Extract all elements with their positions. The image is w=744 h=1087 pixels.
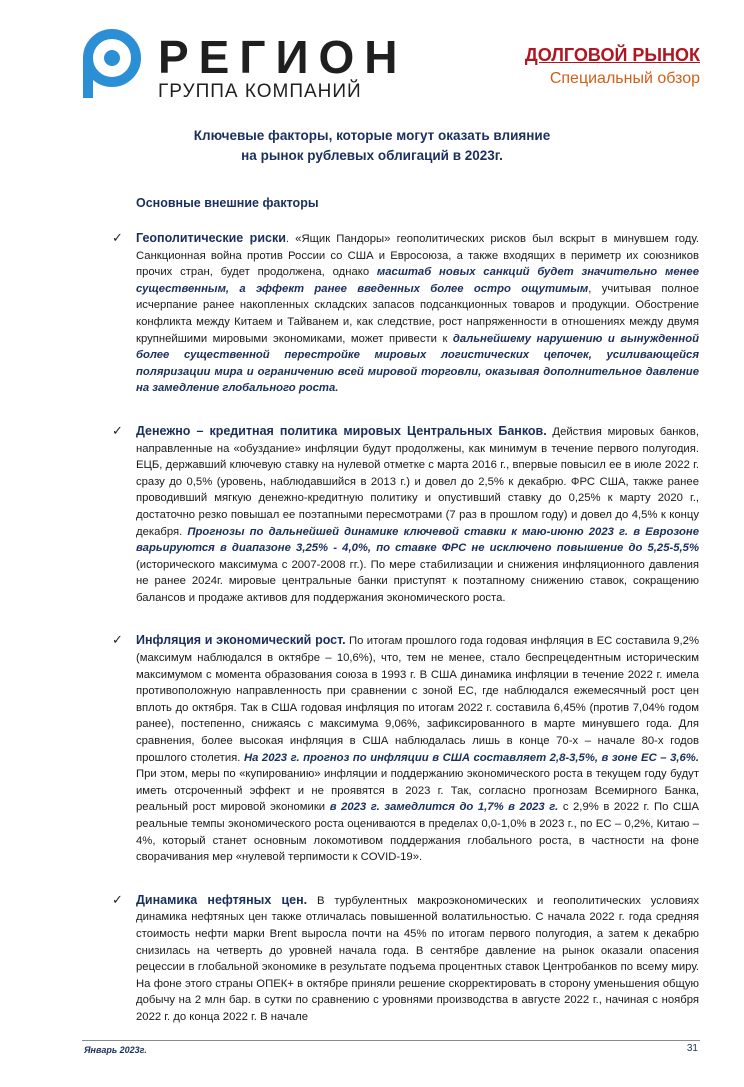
paragraph-lead: Инфляция и экономический рост. (136, 633, 346, 648)
paragraph-lead: Геополитические риски (136, 231, 286, 245)
logo-name: РЕГИОН (158, 31, 408, 83)
region-logo-icon (80, 28, 144, 100)
report-subtitle: Специальный обзор (549, 69, 700, 87)
paragraph-geopolitics (112, 230, 700, 397)
paragraph-text: Действия мировых банков, направленные на «обуздание» инфляции будут продолжены, как минимум в течение первого полугодия. ЕЦБ, державший ключевую ставку на нулевой отметке с марта 2016 г., впервые повысил ее в июле 2022 г. сразу до 0,5% (уровень, наблюдавшийся в 2013 г.) и довел до 2,5% к декабрю. ФРС США, также ранее проводивший мягкую денежно-кредитную политику и опустивший ставку до 0,25% к марту 2020 г., достаточно резко повышал ее поэтапными пересмотрами (7 раз в прошлом году) и довел до 4,5% к концу декабря. (136, 425, 699, 538)
document-title (0, 126, 744, 166)
paragraph-highlight: На 2023 г. прогноз по инфляции в США составляет 2,8-3,5%, в зоне ЕС – 3,6%. (243, 751, 699, 764)
content-body (112, 230, 700, 1026)
paragraph-highlight: Прогнозы по дальнейшей динамике ключевой ставки к маю-июню 2023 г. в Еврозоне варьируются в диапазоне 3,25% - 4,0%, по ставке ФРС не исключено повышение до 5,25-5,5% (136, 525, 700, 555)
page-number: 31 (686, 1043, 698, 1054)
paragraph-lead: Динамика нефтяных цен. (136, 892, 308, 907)
report-header (525, 46, 700, 87)
paragraph-text: (исторического максимума с 2007-2008 гг.). По мере стабилизации и снижения инфляционного давления не ранее 2024г. мировые центральные банки приступят к поэтапному снижению ставок, сокращению балансов и продаже активов для поддержания экономического роста. (136, 558, 699, 604)
checkmark-icon: ✓ (112, 632, 123, 648)
paragraph-text: В турбулентных макроэкономических и геополитических условиях динамика нефтяных цен также отличалась повышенной волатильностью. С начала 2022 г. года средняя стоимость нефти марки Brent выросла почти на 45% по итогам первого полугодия, а затем к декабрю снизилась на четверть до уровней начала года. В сентябре давление на рынок оказали опасения рецессии в глобальной экономике в результате подъема процентных ставок Центробанков по всему миру. На фоне этого страны ОПЕК+ в октябре приняли решение скорректировать в сторону уменьшения общую добычу на 2 млн бар. в сутки по сравнению с уровнями производства в августе 2022 г., начиная с ноября 2022 г. до конца 2022 г. В начале (136, 894, 699, 1023)
paragraph-highlight: масштаб новых санкций будет значительно менее существенным, а эффект ранее введенных более остро ощутимым (136, 266, 699, 295)
company-logo (80, 28, 408, 108)
paragraph-highlight: в 2023 г. замедлится до 1,7% в 2023 г. (329, 801, 559, 814)
paragraph-highlight: дальнейшему нарушению и вынужденной более существенной перестройке мировых логистических цепочек, усиливающейся поляризации мира и ограничению всей мировой торговли, оказывая дополнительное давление на замедление глобального роста. (136, 332, 699, 395)
paragraph-text: . «Ящик Пандоры» геополитических рисков был вскрыт в минувшем году. Санкционная война против России со США и Евросоюза, а также входящих в периметр их союзников прочих стран, будет продолжена, однако (136, 233, 700, 279)
section-heading: Основные внешние факторы (136, 196, 319, 210)
paragraph-oil-prices (112, 891, 699, 1026)
paragraph-monetary-policy (112, 422, 700, 607)
checkmark-icon: ✓ (112, 422, 123, 438)
paragraph-text: При этом, меры по «купированию» инфляции и поддержанию экономического роста в текущем году будут иметь отсроченный эффект и не проявятся в 2023 г. Так, согласно прогнозам Всемирного Банка, реальный рост мировой экономики (136, 768, 699, 814)
document-title-line-1: Ключевые факторы, которые могут оказать влияние (193, 128, 551, 143)
document-title-line-2: на рынок рублевых облигаций в 2023г. (241, 148, 503, 163)
paragraph-text: , учитывая полное исчерпание ранее накопленных складских запасов подсанкционных товаров и продукции. Обострение конфликта между Китаем и Тайванем и, как следствие, рост напряженности в отношениях между двумя крупнейшими мировыми экономиками, может привести к (136, 282, 699, 345)
paragraph-text: По итогам прошлого года годовая инфляция в ЕС составила 9,2% (максимум наблюдался в октябре – 10,6%), что, тем не менее, стало беспрецедентным историческим максимумом с момента образования союза в 1993 г. В США динамика инфляции в течение 2022 г. имела противоположную направленность при сравнении с зоной ЕС, где наблюдался ежемесячный рост цен вплоть до октября. Так в США годовая инфляция по итогам 2022 г. составила 6,45% (против 7,04% годом ранее), постепенно, снижаясь с максимума 9,06%, зафиксированного в марте минувшего года. Для сравнения, более высокая инфляция в США наблюдалась лишь в конце 70-х – начале 80-х годов прошлого столетия. (136, 635, 699, 764)
checkmark-icon: ✓ (112, 230, 123, 245)
paragraph-text: с 2,9% в 2022 г. По США реальные темпы экономического роста оцениваются в пределах 0,0-1,0% в 2023 г., по ЕС – 0,2%, Китаю – 4%, который станет основным локомотивом поддержания глобального роста, в частности на фоне сворачивания мер «нулевой терпимости к COVID-19». (136, 801, 699, 864)
footer-divider (82, 1040, 700, 1041)
report-title: ДОЛГОВОЙ РЫНОК (524, 45, 700, 65)
logo-subtitle: ГРУППА КОМПАНИЙ (158, 81, 362, 102)
footer-date: Январь 2023г. (84, 1045, 147, 1055)
paragraph-inflation-growth (112, 632, 699, 865)
paragraph-lead: Денежно – кредитная политика мировых Центральных Банков. (136, 423, 547, 438)
checkmark-icon: ✓ (112, 891, 123, 907)
